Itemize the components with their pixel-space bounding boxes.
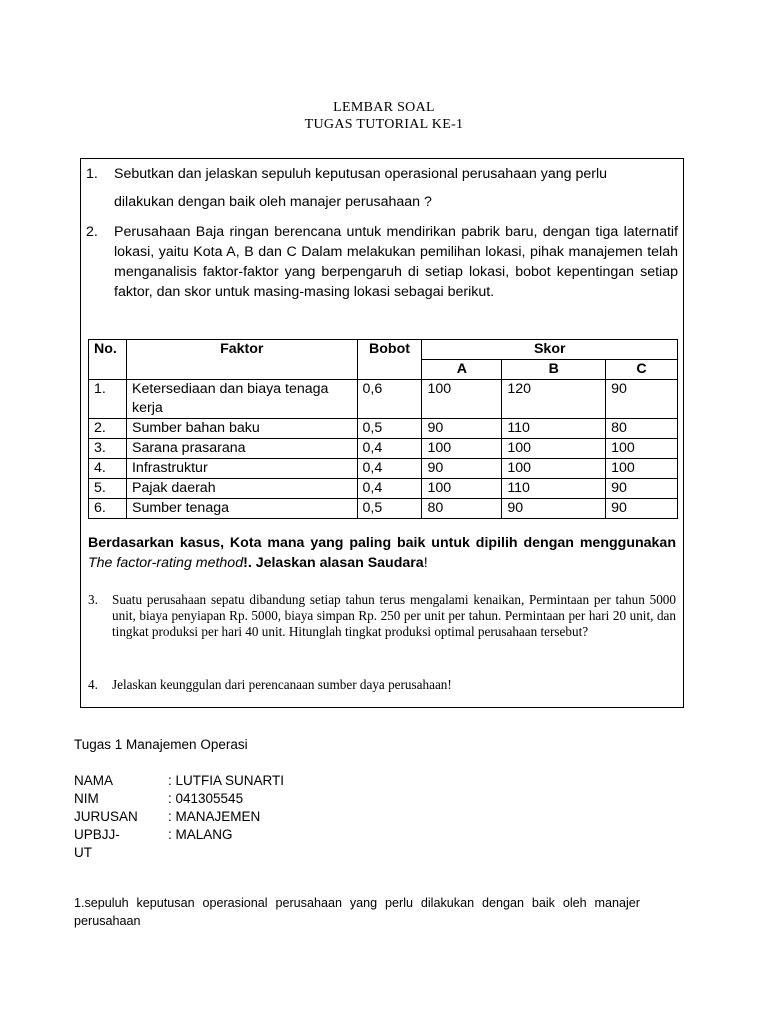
cell-a: 90 xyxy=(422,459,502,479)
conclusion-end: ! xyxy=(423,555,428,571)
cell-no: 3. xyxy=(89,439,127,459)
info-value: : MALANG xyxy=(168,827,233,842)
info-value: : 041305545 xyxy=(168,791,244,806)
info-label: JURUSAN xyxy=(74,809,138,824)
cell-no: 2. xyxy=(89,419,127,439)
info-label: UPBJJ-UT xyxy=(74,827,120,860)
title-line-2: TUGAS TUTORIAL KE-1 xyxy=(304,117,464,132)
cell-no: 1. xyxy=(89,380,127,419)
page-title xyxy=(0,99,768,133)
info-label: NIM xyxy=(74,791,99,806)
course-title: Tugas 1 Manajemen Operasi xyxy=(74,737,248,752)
table-row xyxy=(89,419,678,439)
header-faktor: Faktor xyxy=(126,340,357,380)
cell-c: 90 xyxy=(606,380,678,419)
cell-faktor: Sumber bahan baku xyxy=(126,419,357,439)
cell-no: 6. xyxy=(89,499,127,519)
cell-faktor: Sumber tenaga xyxy=(126,499,357,519)
question-4-number: 4. xyxy=(88,677,98,692)
cell-no: 5. xyxy=(89,479,127,499)
table-header-row xyxy=(89,340,678,360)
table-row xyxy=(89,499,678,519)
cell-a: 80 xyxy=(422,499,502,519)
cell-b: 110 xyxy=(502,479,606,499)
cell-b: 100 xyxy=(502,439,606,459)
cell-c: 80 xyxy=(606,419,678,439)
cell-b: 120 xyxy=(502,380,606,419)
cell-faktor: Pajak daerah xyxy=(126,479,357,499)
info-label: NAMA xyxy=(74,773,114,788)
cell-b: 100 xyxy=(502,459,606,479)
method-name: The factor-rating method xyxy=(88,555,244,571)
cell-faktor: Infrastruktur xyxy=(126,459,357,479)
cell-c: 90 xyxy=(606,479,678,499)
question-1-text-line2: dilakukan dengan baik oleh manajer perusahaan ? xyxy=(114,194,432,210)
cell-b: 90 xyxy=(502,499,606,519)
question-3-text: Suatu perusahaan sepatu dibandung setiap tahun terus mengalami kenaikan, Permintaan per tahun 5000 unit, biaya penyiapan Rp. 5000, biaya simpan Rp. 250 per unit per tahun. Permintaan per hari 20 unit, dan tingkat produksi per hari 40 unit. Hitunglah tingkat produksi optimal perusahaan tersebut? xyxy=(112,592,676,639)
conclusion-bold-1: Berdasarkan kasus, Kota mana yang paling baik untuk dipilih dengan menggunakan xyxy=(88,535,676,551)
cell-b: 110 xyxy=(502,419,606,439)
conclusion-bold-2: !. Jelaskan alasan Saudara xyxy=(243,555,424,571)
cell-faktor: Ketersediaan dan biaya tenaga kerja xyxy=(126,380,357,419)
table-row xyxy=(89,479,678,499)
cell-c: 90 xyxy=(606,499,678,519)
info-value: : MANAJEMEN xyxy=(168,809,261,824)
conclusion-paragraph xyxy=(88,533,676,573)
question-4 xyxy=(88,677,676,693)
question-4-text: Jelaskan keunggulan dari perencanaan sumber daya perusahaan! xyxy=(112,677,452,692)
cell-bobot: 0,5 xyxy=(357,499,422,519)
question-2-text: Perusahaan Baja ringan berencana untuk mendirikan pabrik baru, dengan tiga laternatif lokasi, yaitu Kota A, B dan C Dalam melakukan pemilihan lokasi, pihak manajemen telah menganalisis faktor-faktor yang berpengaruh di setiap lokasi, bobot kepentingan setiap faktor, dan skor untuk masing-masing lokasi sebagai berikut. xyxy=(114,224,678,300)
question-1 xyxy=(86,164,678,184)
table-row xyxy=(89,439,678,459)
answer-heading: 1.sepuluh keputusan operasional perusahaan yang perlu dilakukan dengan baik oleh manajer perusahaan xyxy=(74,896,640,928)
cell-bobot: 0,6 xyxy=(357,380,422,419)
cell-a: 100 xyxy=(422,380,502,419)
info-value: : LUTFIA SUNARTI xyxy=(168,773,285,788)
header-b: B xyxy=(502,360,606,380)
cell-bobot: 0,5 xyxy=(357,419,422,439)
cell-bobot: 0,4 xyxy=(357,459,422,479)
cell-a: 100 xyxy=(422,479,502,499)
question-2 xyxy=(86,222,678,302)
cell-a: 90 xyxy=(422,419,502,439)
question-3 xyxy=(88,592,676,640)
question-box xyxy=(80,158,684,708)
cell-faktor: Sarana prasarana xyxy=(126,439,357,459)
header-bobot: Bobot xyxy=(357,340,422,380)
header-no: No. xyxy=(89,340,127,380)
question-1-text-line1: Sebutkan dan jelaskan sepuluh keputusan operasional perusahaan yang perlu xyxy=(114,166,607,182)
question-1-number: 1. xyxy=(86,166,98,182)
table-row xyxy=(89,459,678,479)
header-a: A xyxy=(422,360,502,380)
title-line-1: LEMBAR SOAL xyxy=(333,100,435,115)
cell-a: 100 xyxy=(422,439,502,459)
cell-no: 4. xyxy=(89,459,127,479)
cell-c: 100 xyxy=(606,439,678,459)
cell-c: 100 xyxy=(606,459,678,479)
header-skor: Skor xyxy=(422,340,678,360)
question-1-continued xyxy=(86,192,678,212)
question-3-number: 3. xyxy=(88,592,98,607)
question-2-number: 2. xyxy=(86,224,98,240)
cell-bobot: 0,4 xyxy=(357,479,422,499)
cell-bobot: 0,4 xyxy=(357,439,422,459)
factor-rating-table xyxy=(88,339,678,519)
header-c: C xyxy=(606,360,678,380)
table-row xyxy=(89,380,678,419)
